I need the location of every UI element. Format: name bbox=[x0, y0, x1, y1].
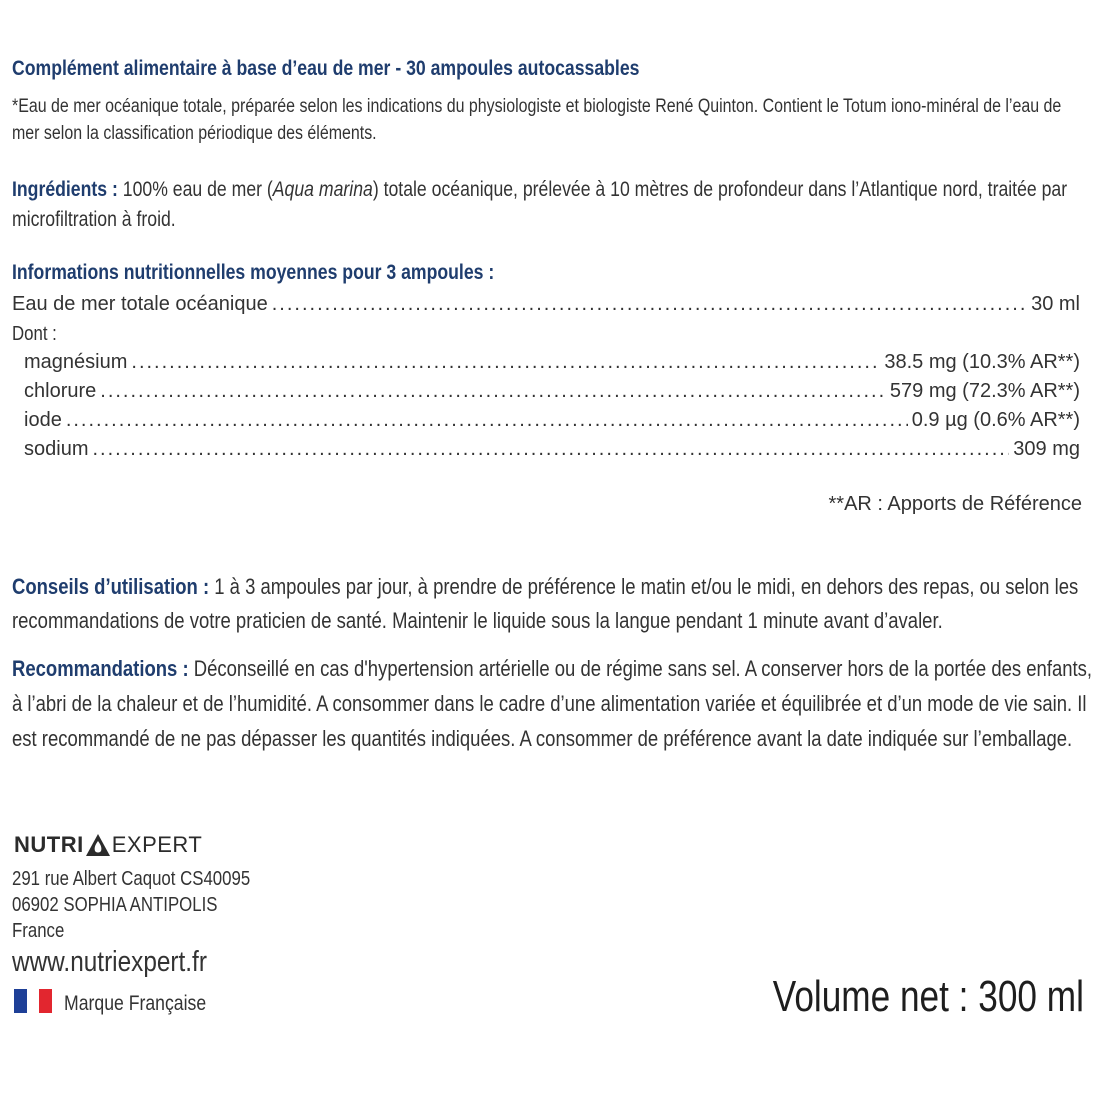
usage-label: Conseils d’utilisation : bbox=[12, 574, 210, 599]
ingredients-label: Ingrédients : bbox=[12, 178, 118, 201]
nutrition-row-label: chlorure bbox=[24, 380, 97, 402]
drop-triangle-icon bbox=[85, 833, 111, 857]
nutriexpert-logo bbox=[14, 832, 202, 858]
ingredients-text-after: ) totale océanique, prélevée à 10 mètres de profondeur dans l’Atlantique nord, traitée par microfiltration à froid. bbox=[12, 178, 1068, 231]
dot-leader bbox=[131, 348, 880, 376]
nutrition-row-chloride bbox=[24, 377, 1080, 405]
website-link: www.nutriexpert.fr bbox=[12, 946, 207, 978]
ingredients-paragraph bbox=[12, 175, 1083, 235]
nutrition-row-label: iode bbox=[24, 409, 62, 431]
nutrition-row-value: 579 mg (72.3% AR**) bbox=[889, 380, 1080, 402]
nutrition-row-water bbox=[12, 290, 1080, 318]
flag-stripe-blue bbox=[14, 989, 27, 1013]
flag-stripe-red bbox=[39, 989, 52, 1013]
asterisk-note: *Eau de mer océanique totale, préparée selon les indications du physiologiste et biologiste René Quinton. Contient le Totum iono-minéral de l’eau de mer selon la classification périodique des éléments. bbox=[12, 96, 1062, 144]
address-line-2: 06902 SOPHIA ANTIPOLIS bbox=[12, 894, 218, 916]
nutrition-row-magnesium bbox=[24, 348, 1080, 376]
logo-text-nutri: NUTRI bbox=[14, 832, 84, 857]
product-title: Complément alimentaire à base d’eau de mer - 30 ampoules autocassables bbox=[12, 57, 640, 80]
dot-leader bbox=[272, 290, 1027, 318]
logo-text-expert: EXPERT bbox=[111, 832, 203, 857]
dot-leader bbox=[92, 435, 1009, 463]
recommendations-label: Recommandations : bbox=[12, 656, 189, 681]
net-volume: Volume net : 300 ml bbox=[772, 972, 1084, 1021]
nutrition-row-label: sodium bbox=[24, 438, 89, 460]
usage-text: 1 à 3 ampoules par jour, à prendre de préférence le matin et/ou le midi, en dehors des repas, ou selon les recommandations de votre praticien de santé. Maintenir le liquide sous la langue pendant 1 minute avant d’avaler. bbox=[12, 574, 1079, 633]
address-line-3: France bbox=[12, 920, 65, 942]
nutrition-title: Informations nutritionnelles moyennes pour 3 ampoules : bbox=[12, 261, 495, 284]
recommendations-paragraph bbox=[12, 651, 1096, 756]
ingredients-italic: Aqua marina bbox=[272, 178, 373, 201]
usage-paragraph bbox=[12, 570, 1100, 638]
nutrition-row-label: Eau de mer totale océanique bbox=[12, 293, 268, 315]
nutrition-row-label: magnésium bbox=[24, 351, 128, 373]
address-line-1: 291 rue Albert Caquot CS40095 bbox=[12, 868, 251, 890]
nutrition-row-value: 30 ml bbox=[1031, 293, 1080, 315]
ingredients-text-before: 100% eau de mer ( bbox=[122, 178, 273, 201]
french-flag-icon bbox=[14, 989, 52, 1013]
recommendations-text: Déconseillé en cas d'hypertension artérielle ou de régime sans sel. A conserver hors de la portée des enfants, à l’abri de la chaleur et de l’humidité. A consommer dans le cadre d’une alimentation variée et équilibrée et d’un mode de vie sain. Il est recommandé de ne pas dépasser les quantités indiquées. A consommer de préférence avant la date indiquée sur l’emballage. bbox=[12, 656, 1093, 751]
nutrition-row-value: 38.5 mg (10.3% AR**) bbox=[884, 351, 1080, 373]
nutrition-row-value: 0.9 µg (0.6% AR**) bbox=[911, 409, 1080, 431]
french-brand-label: Marque Française bbox=[64, 992, 207, 1015]
ar-footnote: **AR : Apports de Référence bbox=[828, 493, 1082, 515]
nutrition-row-sodium bbox=[24, 435, 1080, 463]
dont-label: Dont : bbox=[12, 323, 57, 345]
dot-leader bbox=[100, 377, 886, 405]
dot-leader bbox=[66, 406, 908, 434]
flag-stripe-white bbox=[27, 989, 40, 1013]
nutrition-row-value: 309 mg bbox=[1013, 438, 1080, 460]
nutrition-row-iodine bbox=[24, 406, 1080, 434]
